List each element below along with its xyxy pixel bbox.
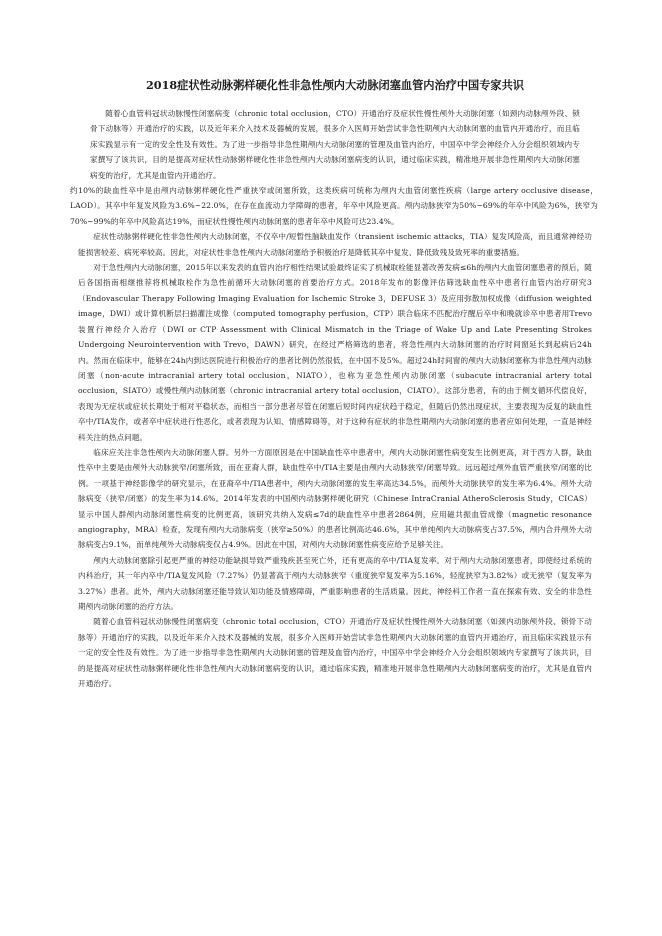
document-body bbox=[70, 106, 598, 691]
paragraph-epidemiology: 约10%的缺血性卒中是由颅内动脉粥样硬化性严重狭窄或闭塞所致，这类疾病可统称为颅内大血管闭塞性疾病（large artery occlusive disease，LAOD）。其卒中年复发风险为3.6%~22.0%，在存在血流动力学障碍的患者，年卒中风险更高。颅内动脉狭窄为50%~69%的年卒中风险为6%，狭窄为70%~99%的年卒中风险高达19%，而症状性慢性颅内动脉闭塞的患者年卒中风险可达23.4%。 bbox=[70, 186, 598, 226]
paragraph-population: 临床应关注非急性颅内大动脉闭塞人群。另外一方面原因是在中国缺血性卒中患者中，颅内大动脉闭塞性病变发生比例更高，对于西方人群，缺血性卒中主要是由颅外大动脉狭窄/闭塞所致，而在亚裔人群，缺血性卒中/TIA主要是由颅内大动脉狭窄/闭塞导致。远远超过颅外血管严重狭窄/闭塞的比例。一项基于神经影像学的研究显示，在亚裔卒中/TIA患者中，颅内大动脉闭塞的发生率高达34.5%，而颅外大动脉狭窄的发生率为6.4%。颅外大动脉病变（狭窄/闭塞）的发生率为14.6%。2014年发表的中国颅内动脉粥样硬化研究（Chinese IntraCranial AtheroSclerosis Study，CICAS）显示中国人群颅内动脉闭塞性病变的比例更高，该研究共纳入发病≤7d的缺血性卒中患者2864例，应用磁共振血管成像（magnetic resonance angiography，MRA）检查，发现有颅内大动脉病变（狭窄≥50%）的患者比例高达46.6%，其中单纯颅内大动脉病变占37.5%，颅内合并颅外大动脉病变占9.1%，而单纯颅外大动脉病变仅占4.9%。因此在中国，对颅内大动脉闭塞性病变应给予足够关注。 bbox=[78, 447, 592, 550]
paragraph-acute-treatment: 对于急性颅内大动脉闭塞，2015年以来发表的血管内治疗相性结果试验最终证实了机械取栓能显著改善发病≤6h的颅内大血管闭塞患者的预后，随后各国指南相继推荐将机械取栓作为急性前循环大动脉闭塞的首要治疗方式。2018年发布的影像评估筛选缺血性卒中患者行血管内治疗研究3（Endovascular Therapy Following Imaging Evaluation for Ischemic Stroke 3，DEFUSE 3）及应用弥散加权成像（diffusion weighted image，DWI）或计算机断层扫描灌注成像（computed tomography perfusion，CTP）联合临床不匹配治疗醒后卒中和晚就诊卒中患者用Trevo装置行神经介入治疗（DWI or CTP Assessment with Clinical Mismatch in the Triage of Wake Up and Late Presenting Strokes Undergoing Neurointervention with Trevo，DAWN）研究，在经过严格筛选的患者，将急性颅内大动脉闭塞的治疗时间窗延长到起病后24h内。然而在临床中，能够在24h内到达医院进行积极治疗的患者比例仍然很低，在中国不及5%。超过24h时间窗的颅内大动脉闭塞称为非急性颅内动脉闭塞（non-acute intracranial artery total occlusion，NIATO），也称为亚急性颅内动脉闭塞（subacute intracranial artery total occlusion，SIATO）或慢性颅内动脉闭塞（chronic intracranial artery total occlusion，CIATO）。这部分患者，有的由于侧支循环代偿良好，表现为无症状或症状长期处于相对平稳状态，而相当一部分患者尽管在闭塞后短时间内症状趋于稳定，但随后仍然出现症状，主要表现为反复的缺血性卒中/TIA发作，或者卒中症状进行性恶化，或者表现为认知、情感障碍等，对于这种有症状的非急性期颅内大动脉闭塞的患者应如何处理，一直是神经科关注的热点问题。 bbox=[78, 263, 592, 442]
paragraph-conclusion: 随着心血管科冠状动脉慢性闭塞病变（chronic total occlusion，CTO）开通治疗及症状性慢性颅外大动脉闭塞（如颈内动脉颅外段、锁骨下动脉等）开通治疗的实践，以及近年来介入技术及器械的发展，很多介入医师开始尝试非急性期颅内大动脉闭塞的血管内开通治疗，而且临床实践显示有一定的安全性及有效性。为了进一步指导非急性期颅内大动脉闭塞的管理及血管内治疗，中国卒中学会神经介入分会组织领域内专家撰写了该共识，目的是提高对症状性动脉粥样硬化性非急性颅内大动脉闭塞病变的认识，通过临床实践，精准地开展非急性期颅内大动脉闭塞病变的治疗，尤其是血管内开通治疗。 bbox=[78, 617, 592, 689]
paragraph-recurrence: 颅内大动脉闭塞除引起更严重的神经功能缺损导致严重残疾甚至死亡外，还有更高的卒中/TIA复发率。对于颅内大动脉闭塞患者，即使经过系统的内科治疗，其一年内卒中/TIA复发风险（7.27%）仍显著高于颅内大动脉狭窄（重度狭窄复发率为5.16%，轻度狭窄为3.82%）或无狭窄（复发率为3.27%）患者。此外，颅内大动脉闭塞还能导致认知功能及情感障碍，严重影响患者的生活质量。因此，神经科工作者一直在探索有效、安全的非急性期颅内动脉闭塞的治疗方法。 bbox=[78, 555, 592, 611]
paragraph-risk: 症状性动脉粥样硬化性非急性颅内大动脉闭塞，不仅卒中/短暂性脑缺血发作（transient ischemic attacks，TIA）复发风险高，而且通常神经功能损害较差、病死率较高。因此，对症状性非急性颅内大动脉闭塞给予积极治疗是降低其卒中复发、降低致残及致死率的重要措施。 bbox=[78, 232, 592, 257]
paragraph-intro: 随着心血管科冠状动脉慢性闭塞病变（chronic total occlusion，CTO）开通治疗及症状性慢性颅外大动脉闭塞（如颈内动脉颅外段、锁骨下动脉等）开通治疗的实践，以及近年来介入技术及器械的发展，很多介入医师开始尝试非急性期颅内大动脉闭塞的血管内开通治疗，而且临床实践显示有一定的安全性及有效性。为了进一步指导非急性期颅内大动脉闭塞的管理及血管内治疗，中国卒中学会神经介入分会组织领域内专家撰写了该共识，目的是提高对症状性动脉粥样硬化性非急性颅内大动脉闭塞病变的认识，通过临床实践，精准地开展非急性期颅内大动脉闭塞病变的治疗，尤其是血管内开通治疗。 bbox=[90, 109, 580, 180]
document-title: 2018症状性动脉粥样硬化性非急性颅内大动脉闭塞血管内治疗中国专家共识 bbox=[146, 78, 524, 92]
